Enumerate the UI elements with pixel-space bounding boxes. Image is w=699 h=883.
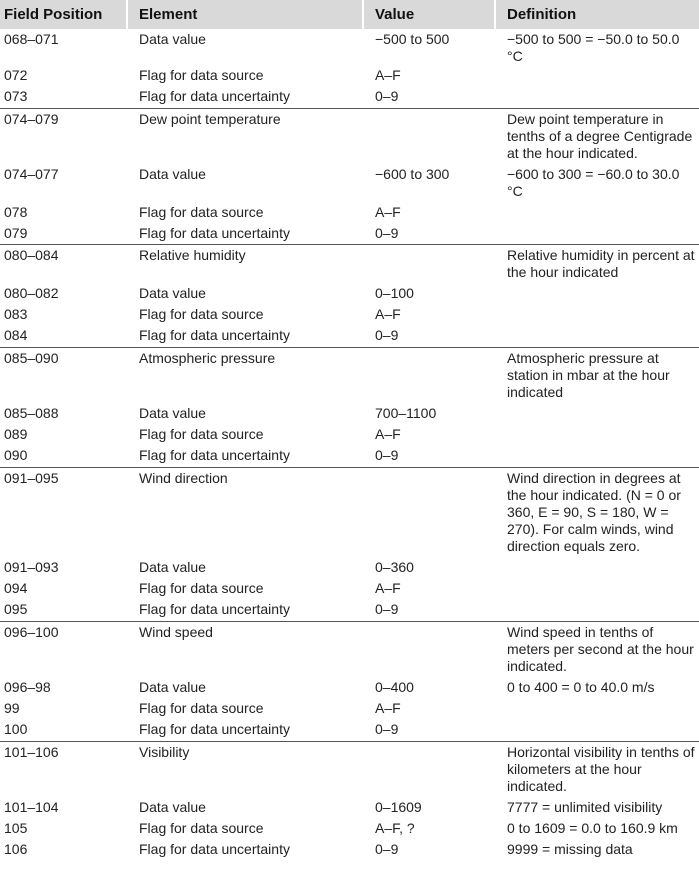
cell-value: A–F <box>375 306 401 322</box>
table-row <box>0 65 699 86</box>
table-row <box>0 719 699 741</box>
cell-element: Wind direction <box>139 470 228 486</box>
cell-field-position: 096–98 <box>4 679 51 695</box>
cell-definition: Wind speed in tenths of meters per second at the hour indicated. <box>507 624 694 674</box>
cell-value: A–F <box>375 204 401 220</box>
cell-element: Flag for data uncertainty <box>139 721 290 737</box>
cell-field-position: 094 <box>4 580 28 596</box>
cell-element: Flag for data source <box>139 306 264 322</box>
table-header <box>0 0 699 29</box>
table-row <box>0 164 699 202</box>
table-row <box>0 742 699 797</box>
cell-field-position: 99 <box>4 700 20 716</box>
row-group <box>0 109 699 245</box>
header-divider <box>126 0 128 29</box>
row-group <box>0 29 699 109</box>
cell-value: 0–9 <box>375 721 399 737</box>
table-row <box>0 202 699 223</box>
cell-definition: 7777 = unlimited visibility <box>507 799 663 815</box>
cell-value: 0–9 <box>375 327 399 343</box>
table-row <box>0 468 699 557</box>
cell-field-position: 089 <box>4 426 28 442</box>
cell-field-position: 080–082 <box>4 285 59 301</box>
table-row <box>0 839 699 860</box>
cell-value: 0–9 <box>375 88 399 104</box>
row-group <box>0 742 699 860</box>
cell-value: 0–9 <box>375 601 399 617</box>
cell-value: 0–100 <box>375 285 414 301</box>
cell-element: Relative humidity <box>139 247 246 263</box>
cell-element: Data value <box>139 405 206 421</box>
cell-field-position: 101–106 <box>4 744 59 760</box>
cell-element: Data value <box>139 31 206 47</box>
cell-definition: Relative humidity in percent at the hour indicated <box>507 247 695 280</box>
cell-definition: −500 to 500 = −50.0 to 50.0 °C <box>507 31 680 64</box>
cell-element: Data value <box>139 166 206 182</box>
cell-field-position: 085–090 <box>4 350 59 366</box>
table-row <box>0 109 699 164</box>
cell-element: Visibility <box>139 744 190 760</box>
cell-element: Flag for data source <box>139 700 264 716</box>
cell-element: Dew point temperature <box>139 111 281 127</box>
cell-element: Flag for data source <box>139 204 264 220</box>
table-row <box>0 818 699 839</box>
cell-field-position: 096–100 <box>4 624 59 640</box>
cell-field-position: 068–071 <box>4 31 59 47</box>
table-row <box>0 86 699 108</box>
cell-element: Flag for data source <box>139 580 264 596</box>
cell-field-position: 078 <box>4 204 28 220</box>
cell-element: Wind speed <box>139 624 213 640</box>
cell-field-position: 074–079 <box>4 111 59 127</box>
cell-value: 0–360 <box>375 559 414 575</box>
cell-field-position: 105 <box>4 820 28 836</box>
cell-field-position: 091–095 <box>4 470 59 486</box>
cell-value: −600 to 300 <box>375 166 450 182</box>
cell-definition: Atmospheric pressure at station in mbar at the hour indicated <box>507 350 670 400</box>
cell-value: 0–400 <box>375 679 414 695</box>
cell-element: Data value <box>139 679 206 695</box>
table-row <box>0 557 699 578</box>
table-row <box>0 677 699 698</box>
cell-field-position: 095 <box>4 601 28 617</box>
cell-element: Flag for data uncertainty <box>139 447 290 463</box>
cell-field-position: 079 <box>4 225 28 241</box>
header-definition: Definition <box>507 6 577 23</box>
table-row <box>0 245 699 283</box>
cell-definition: Horizontal visibility in tenths of kilometers at the hour indicated. <box>507 744 695 794</box>
cell-value: A–F <box>375 700 401 716</box>
cell-value: 0–9 <box>375 225 399 241</box>
table-row <box>0 599 699 621</box>
cell-field-position: 073 <box>4 88 28 104</box>
header-divider <box>362 0 364 29</box>
table-row <box>0 698 699 719</box>
cell-field-position: 090 <box>4 447 28 463</box>
cell-field-position: 101–104 <box>4 799 59 815</box>
cell-value: −500 to 500 <box>375 31 450 47</box>
table-row <box>0 304 699 325</box>
cell-field-position: 106 <box>4 841 28 857</box>
cell-value: 0–1609 <box>375 799 422 815</box>
cell-field-position: 085–088 <box>4 405 59 421</box>
cell-element: Flag for data uncertainty <box>139 841 290 857</box>
cell-value: A–F, ? <box>375 820 415 836</box>
cell-element: Data value <box>139 285 206 301</box>
cell-value: A–F <box>375 67 401 83</box>
cell-value: A–F <box>375 426 401 442</box>
cell-value: 700–1100 <box>375 405 437 421</box>
cell-element: Flag for data uncertainty <box>139 601 290 617</box>
cell-element: Flag for data uncertainty <box>139 327 290 343</box>
cell-field-position: 091–093 <box>4 559 59 575</box>
cell-value: A–F <box>375 580 401 596</box>
table-row <box>0 403 699 424</box>
table-row <box>0 325 699 347</box>
table-body <box>0 29 699 860</box>
cell-definition: −600 to 300 = −60.0 to 30.0 °C <box>507 166 680 199</box>
cell-definition: 0 to 400 = 0 to 40.0 m/s <box>507 679 655 695</box>
table-row <box>0 223 699 244</box>
row-group <box>0 468 699 622</box>
table-row <box>0 445 699 467</box>
cell-element: Flag for data uncertainty <box>139 88 290 104</box>
row-group <box>0 245 699 348</box>
cell-field-position: 100 <box>4 721 28 737</box>
cell-value: 0–9 <box>375 447 399 463</box>
header-element: Element <box>139 6 198 23</box>
cell-value: 0–9 <box>375 841 399 857</box>
cell-field-position: 083 <box>4 306 28 322</box>
row-group <box>0 622 699 742</box>
cell-element: Flag for data source <box>139 820 264 836</box>
cell-element: Data value <box>139 799 206 815</box>
cell-element: Flag for data source <box>139 67 264 83</box>
table-row <box>0 424 699 445</box>
cell-element: Flag for data source <box>139 426 264 442</box>
table-row <box>0 578 699 599</box>
cell-field-position: 074–077 <box>4 166 59 182</box>
cell-element: Atmospheric pressure <box>139 350 276 366</box>
cell-field-position: 072 <box>4 67 28 83</box>
cell-field-position: 084 <box>4 327 28 343</box>
header-divider <box>494 0 496 29</box>
table-row <box>0 29 699 65</box>
header-value: Value <box>375 6 415 23</box>
table-row <box>0 348 699 403</box>
cell-definition: 9999 = missing data <box>507 841 633 857</box>
table-row <box>0 283 699 304</box>
cell-definition: 0 to 1609 = 0.0 to 160.9 km <box>507 820 678 836</box>
cell-field-position: 080–084 <box>4 247 59 263</box>
cell-element: Data value <box>139 559 206 575</box>
row-group <box>0 348 699 468</box>
cell-element: Flag for data uncertainty <box>139 225 290 241</box>
cell-definition: Wind direction in degrees at the hour indicated. (N = 0 or 360, E = 90, S = 180, W = 270). For calm winds, wind direction equals zero. <box>507 470 681 554</box>
header-field-position: Field Position <box>4 6 103 23</box>
table-row <box>0 797 699 818</box>
table-row <box>0 622 699 677</box>
cell-definition: Dew point temperature in tenths of a degree Centigrade at the hour indicated. <box>507 111 693 161</box>
